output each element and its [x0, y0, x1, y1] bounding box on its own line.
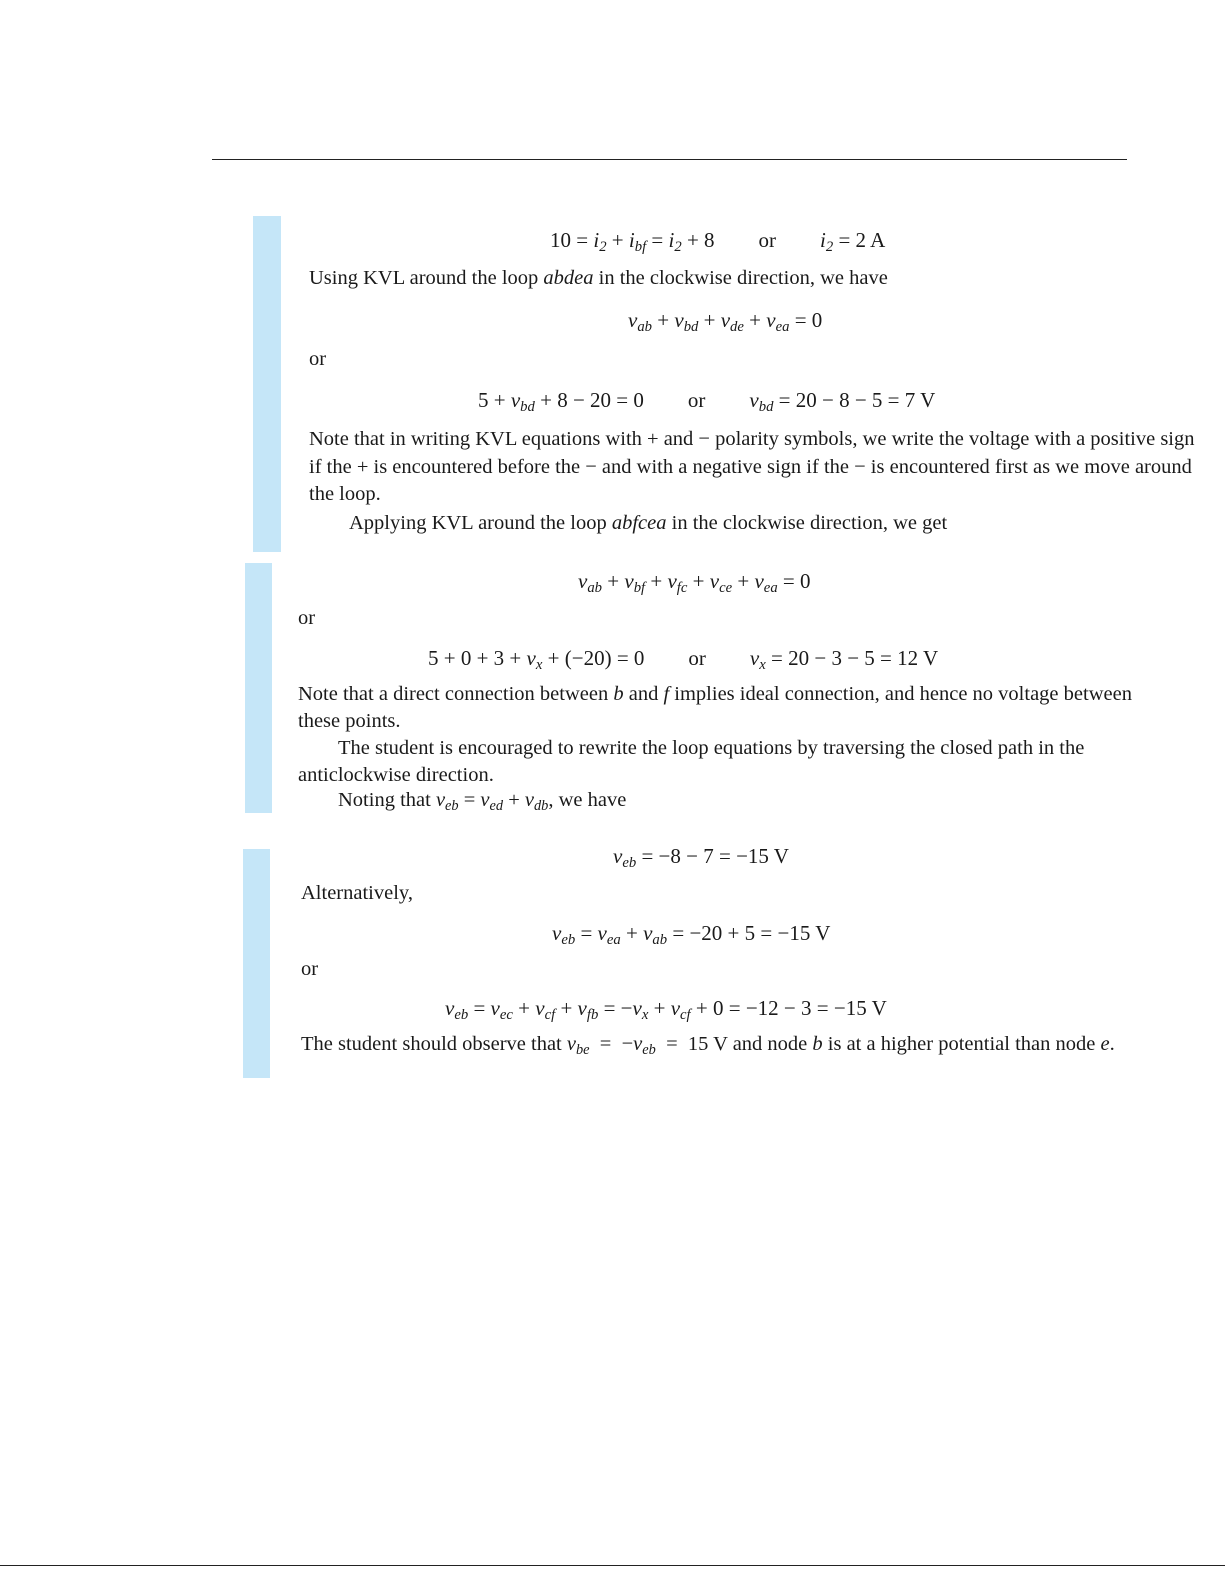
equation-veb-1: $v_{eb} = -8 - 7 = -15$ V: [613, 844, 789, 872]
header-rule: [212, 159, 1127, 160]
alternatively-text: Alternatively,: [301, 882, 413, 904]
conclusion-paragraph: The student should observe that $v_{be} = -v_{eb} = 15$ V and node b is at a higher potential than node e.: [301, 1033, 1115, 1059]
margin-highlight-bar: [245, 563, 272, 813]
equation-veb-3: $v_{eb} = v_{ec} + v_{cf} + v_{fb} = -v_x + v_{cf} + 0 = -12 - 3 = -15$ V: [445, 996, 887, 1024]
margin-highlight-bar: [253, 216, 281, 552]
noting-text: Noting that $v_{eb} = v_{ed} + v_{db}$, we have: [338, 789, 627, 815]
equation-current: $10 = i_2 + i_{bf} = i_2 + 8$ or $i_2 = 2$ A: [550, 228, 886, 256]
apply-kvl-text: Applying KVL around the loop abfcea in the clockwise direction, we get: [349, 512, 948, 534]
equation-veb-2: $v_{eb} = v_{ea} + v_{ab} = -20 + 5 = -15$ V: [552, 921, 831, 949]
footer-rule: [0, 1565, 1225, 1566]
or-text: or: [301, 958, 319, 980]
note-direct-connection-paragraph: Note that a direct connection between b and f implies ideal connection, and hence no voltage between these points.: [298, 683, 1132, 732]
or-text: or: [309, 348, 327, 370]
note-polarity-paragraph: Note that in writing KVL equations with + and − polarity symbols, we write the voltage with a positive sign if the + is encountered before the − and with a negative sign if the − is encountered first as we move around the loop.: [309, 428, 1195, 505]
equation-vx: $5 + 0 + 3 + v_x + (-20) = 0$ or $v_x = 20 - 3 - 5 = 12$ V: [428, 646, 939, 674]
kvl-intro-text: Using KVL around the loop abdea in the clockwise direction, we have: [309, 267, 888, 289]
or-text: or: [298, 607, 316, 629]
equation-kvl-abdea: $v_{ab} + v_{bd} + v_{de} + v_{ea} = 0$: [628, 308, 823, 336]
margin-highlight-bar: [243, 849, 270, 1078]
student-encouraged-paragraph: The student is encouraged to rewrite the loop equations by traversing the closed path in the anticlockwise direction.: [298, 737, 1085, 786]
equation-vbd: $5 + v_{bd} + 8 - 20 = 0$ or $v_{bd} = 20 - 8 - 5 = 7$ V: [478, 388, 936, 416]
equation-kvl-abfcea: $v_{ab} + v_{bf} + v_{fc} + v_{ce} + v_{ea} = 0$: [578, 569, 811, 597]
